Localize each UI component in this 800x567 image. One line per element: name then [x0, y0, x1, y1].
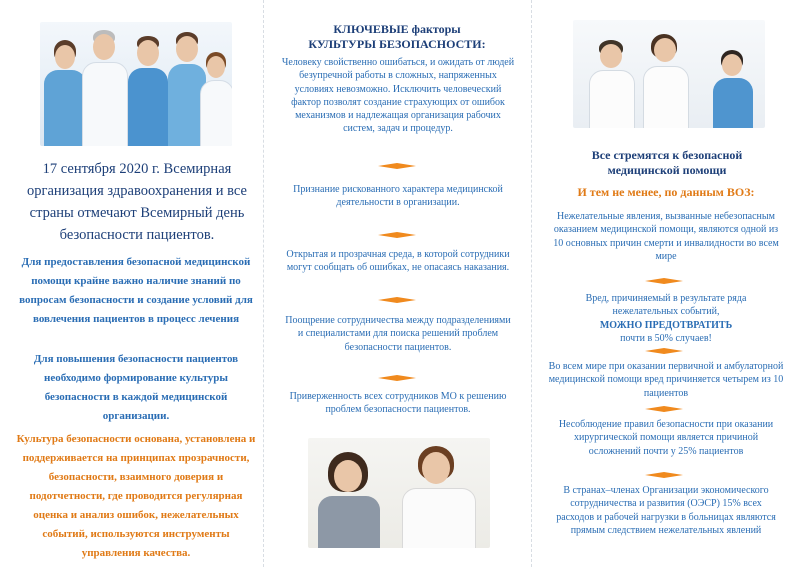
factor-item: Открытая и прозрачная среда, в которой сотрудники могут сообщать об ошибках, не опасаясь наказания. [286, 249, 510, 274]
key-factors-title [273, 22, 521, 52]
factor-item: Поощрение сотрудничества между подразделениями и специалистами для поиска решений проблем безопасности пациентов. [285, 315, 511, 353]
who-fact-item: Во всем мире при оказании первичной и амбулаторной медицинской помощи вред причиняется четырем из 10 пациентов [548, 361, 784, 399]
left-panel [0, 0, 263, 567]
doctor-figure [128, 36, 168, 146]
factor-item: Признание рискованного характера медицинской деятельности в организации. [293, 184, 503, 209]
divider-diamond [378, 294, 416, 300]
doctor-figure [641, 34, 687, 128]
patient-figure [316, 452, 380, 548]
doctor-figure [200, 52, 232, 146]
divider-diamond [378, 372, 416, 378]
factor-item: Человеку свойственно ошибаться, и ожидать от людей безупречной работы в сложных, напряженных условиях невозможно. Исключить человеческий фактор позволят создание страхующих от ошибок механизмов и надлежащая организация рабочих систем, задач и процедур. [281, 57, 515, 135]
who-fact-item: Нежелательные явления, вызванные небезопасным оказанием медицинской помощи, являются одной из 10 основных причин смерти и инвалидности во всем мире [553, 211, 779, 262]
doctor-figure [44, 40, 84, 146]
divider-diamond [645, 275, 683, 281]
divider-diamond [645, 345, 683, 351]
right-panel [531, 0, 800, 567]
safety-culture-paragraph: Для повышения безопасности пациентов необходимо формирование культуры безопасности в каждой медицинской организации. [33, 353, 239, 422]
nurse-figure [711, 50, 753, 128]
preventable-tail: почти в 50% случаев! [620, 332, 712, 344]
who-fact-item [553, 292, 779, 345]
who-fact-item: В странах–членах Организации экономического сотрудничества и развития (ОЭСР) 15% всех расходов и рабочей нагрузки в больницах являются прямым следствием нежелательных явлений [556, 485, 776, 536]
divider-diamond [378, 160, 416, 166]
world-patient-safety-day-heading: 17 сентября 2020 г. Всемирная организация здравоохранения и все страны отмечают Всемирный день безопасности пациентов. [27, 161, 247, 243]
divider-diamond [645, 469, 683, 475]
key-factors-title-line2: КУЛЬТУРЫ БЕЗОПАСНОСТИ: [308, 37, 486, 51]
knowledge-paragraph: Для предоставления безопасной медицинской помощи крайне важно наличие знаний по вопросам безопасности и создание условий для вовлечения пациентов в процесс лечения [19, 256, 253, 325]
doctors-team-photo [40, 22, 232, 146]
doctor-consultation-photo [308, 438, 490, 548]
who-fact-item-text: Вред, причиняемый в результате ряда нежелательных событий, [585, 293, 747, 318]
safe-care-heading: Все стремятся к безопасной медицинской помощи [591, 148, 743, 177]
who-fact-item: Несоблюдение правил безопасности при оказании хирургической помощи является причиной осложнений почти у 25% пациентов [558, 419, 774, 457]
preventable-emphasis: МОЖНО ПРЕДОТВРАТИТЬ [599, 319, 733, 331]
key-factors-title-line1: КЛЮЧЕВЫЕ факторы [333, 22, 461, 36]
factor-item: Приверженность всех сотрудников МО к решению проблем безопасности пациентов. [289, 391, 507, 416]
who-data-subheading: И тем не менее, по данным ВОЗ: [577, 185, 755, 199]
divider-diamond [645, 403, 683, 409]
medical-staff-photo [573, 20, 765, 128]
doctor-figure [587, 40, 633, 128]
doctor-figure [82, 30, 126, 146]
middle-panel [263, 0, 531, 567]
culture-principles-paragraph: Культура безопасности основана, установлена и поддерживается на принципах прозрачности, безопасности, взаимного доверия и подотчетности, где проводится регулярная оценка и анализ ошибок, нежелательных событий, используются инструменты управления качества. [16, 433, 256, 559]
divider-diamond [378, 229, 416, 235]
doctor-figure [398, 446, 478, 548]
